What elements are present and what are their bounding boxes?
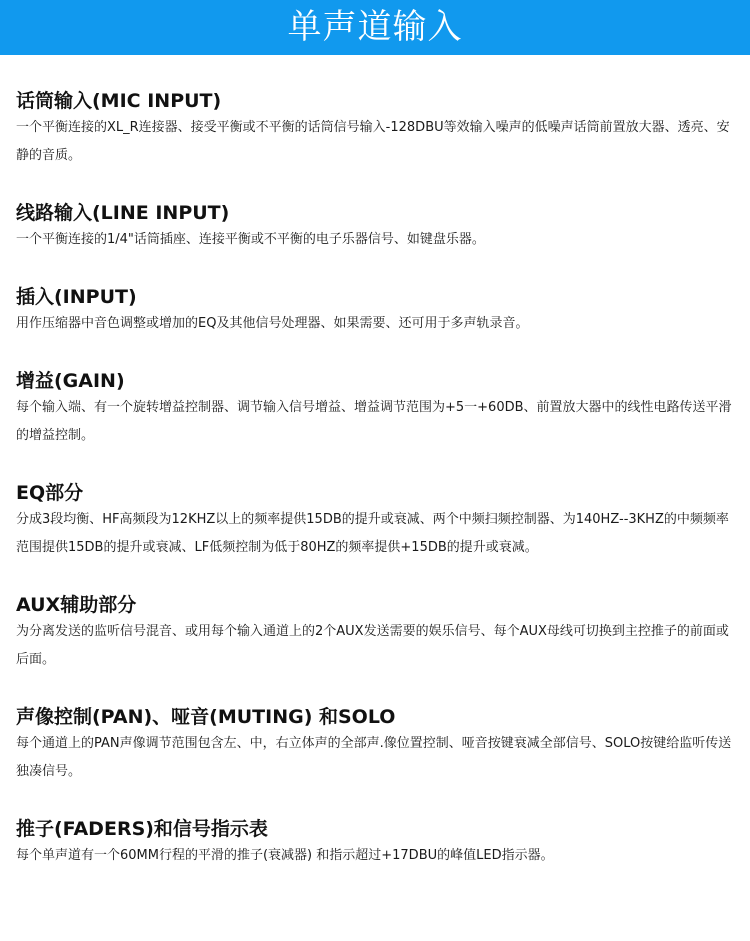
section-title: 增益(GAIN) bbox=[16, 370, 125, 392]
section-title: 插入(INPUT) bbox=[16, 286, 137, 308]
section-faders bbox=[16, 816, 732, 870]
section-body: 一个平衡连接的1/4"话筒插座、连接平衡或不平衡的电子乐器信号、如键盘乐器。 bbox=[16, 232, 485, 247]
section-body: 一个平衡连接的XL_R连接器、接受平衡或不平衡的话筒信号输入-128DBU等效输入噪声的低噪声话筒前置放大器、透亮、安静的音质。 bbox=[16, 120, 730, 163]
content-sections bbox=[16, 88, 732, 870]
section-pan-mute-solo bbox=[16, 704, 732, 786]
section-title: 话筒输入(MIC INPUT) bbox=[16, 90, 222, 112]
section-title: 声像控制(PAN)、哑音(MUTING) 和SOLO bbox=[16, 706, 396, 728]
section-body: 分成3段均衡、HF高频段为12KHZ以上的频率提供15DB的提升或衰减、两个中频扫频控制器、为140HZ--3KHZ的中频频率范围提供15DB的提升或衰减、LF低频控制为低于80HZ的频率提供+15DB的提升或衰减。 bbox=[16, 512, 729, 555]
section-aux bbox=[16, 592, 732, 674]
section-mic-input bbox=[16, 88, 732, 170]
section-eq bbox=[16, 480, 732, 562]
section-body: 每个单声道有一个60MM行程的平滑的推子(衰减器) 和指示超过+17DBU的峰值LED指示器。 bbox=[16, 848, 554, 863]
section-body: 用作压缩器中音色调整或增加的EQ及其他信号处理器、如果需要、还可用于多声轨录音。 bbox=[16, 316, 529, 331]
section-title: AUX辅助部分 bbox=[16, 594, 137, 616]
section-title: 线路输入(LINE INPUT) bbox=[16, 202, 230, 224]
section-body: 为分离发送的监听信号混音、或用每个输入通道上的2个AUX发送需要的娱乐信号、每个AUX母线可切换到主控推子的前面或后面。 bbox=[16, 624, 729, 667]
section-insert bbox=[16, 284, 732, 338]
page-title: 单声道输入 bbox=[287, 7, 463, 47]
section-body: 每个通道上的PAN声像调节范围包含左、中，右立体声的全部声.像位置控制、哑音按键衰减全部信号、SOLO按键给监听传送独凑信号。 bbox=[16, 736, 732, 779]
section-title: EQ部分 bbox=[16, 482, 84, 504]
section-body: 每个输入端、有一个旋转增益控制器、调节输入信号增益、增益调节范围为+5一+60DB、前置放大器中的线性电路传送平滑的增益控制。 bbox=[16, 400, 732, 443]
header-banner bbox=[0, 0, 750, 55]
section-title: 推子(FADERS)和信号指示表 bbox=[16, 818, 268, 840]
section-line-input bbox=[16, 200, 732, 254]
section-gain bbox=[16, 368, 732, 450]
